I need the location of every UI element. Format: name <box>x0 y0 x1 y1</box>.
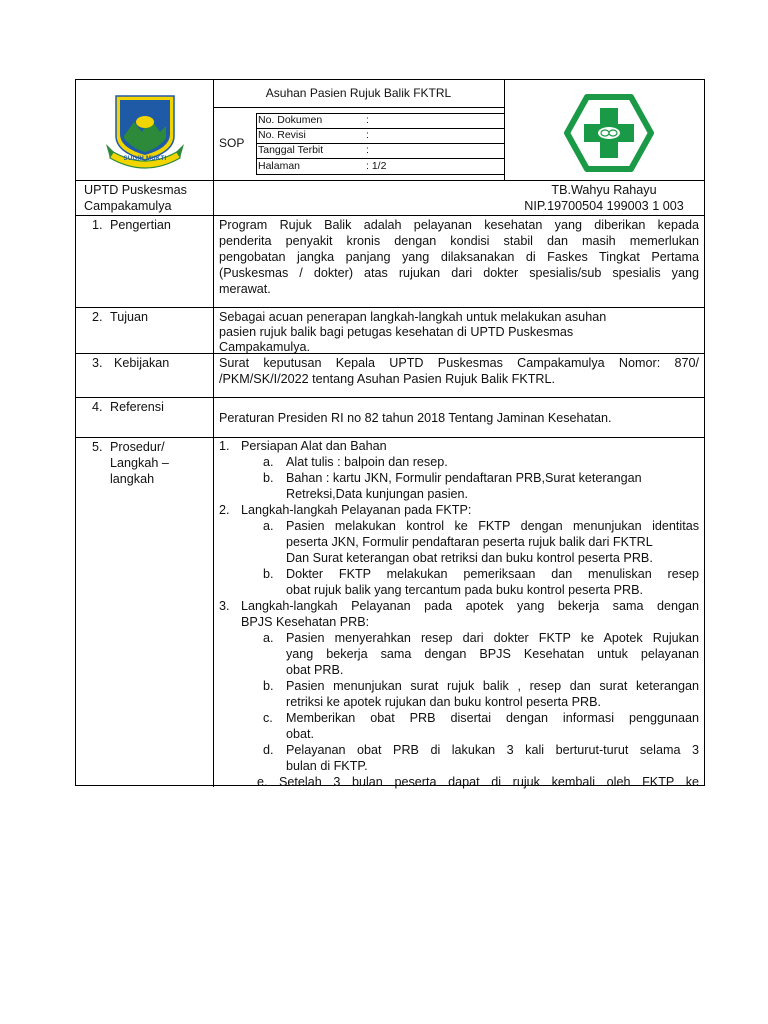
step-3a-line-1: Pasien menyerahkan resep dari dokter FKTP ke Apotek Rujukan <box>286 631 699 645</box>
crest-banner-text: SUGIH MUKTI <box>123 156 167 162</box>
step-3c-line-1: Memberikan obat PRB disertai dengan informasi penggunaan <box>286 711 699 725</box>
section-title: Pengertian <box>110 218 171 232</box>
section-label-referensi <box>92 399 164 415</box>
step-1a-marker: a. <box>263 455 274 469</box>
pengertian-line-5: merawat. <box>219 282 271 296</box>
right-logo-divider <box>504 80 505 180</box>
step-3e-line-1: Setelah 3 bulan peserta dapat di rujuk kembali oleh FKTP ke <box>279 775 699 789</box>
sop-label: SOP <box>219 136 245 150</box>
step-3e-marker: e. <box>257 775 268 789</box>
step-3c-marker: c. <box>263 711 273 725</box>
section-label-prosedur <box>92 439 165 455</box>
step-3a-line-3: obat PRB. <box>286 663 344 677</box>
signer-nip: NIP.19700504 199003 1 003 <box>524 199 684 213</box>
kebijakan-line-1: Surat keputusan Kepala UPTD Puskesmas Campakamulya Nomor: 870/ <box>219 356 699 370</box>
meta-value-halaman: : 1/2 <box>366 160 387 172</box>
left-column-divider <box>213 80 214 787</box>
section-title: Referensi <box>110 400 164 414</box>
tujuan-line-1: Sebagai acuan penerapan langkah-langkah untuk melakukan asuhan <box>219 310 607 324</box>
meta-value-no-dokumen: : <box>366 114 369 126</box>
meta-label-halaman: Halaman <box>258 160 301 172</box>
step-3d-marker: d. <box>263 743 274 757</box>
tujuan-line-3: Campakamulya. <box>219 340 310 354</box>
section-title: Kebijakan <box>114 356 170 370</box>
section-title-line-3: langkah <box>110 472 155 486</box>
step-1-number: 1. <box>219 439 230 453</box>
meta-value-tanggal-terbit: : <box>366 144 369 156</box>
org-line-1: UPTD Puskesmas <box>84 183 187 197</box>
pengertian-line-4: (Puskesmas / dokter) atas rujukan dari dokter spesialis/sub spesialis yang <box>219 266 699 280</box>
document-title: Asuhan Pasien Rujuk Balik FKTRL <box>265 86 452 100</box>
section-title: Tujuan <box>110 310 149 324</box>
signer-name: TB.Wahyu Rahayu <box>551 183 657 197</box>
referensi-text: Peraturan Presiden RI no 82 tahun 2018 Tentang Jaminan Kesehatan. <box>219 411 612 425</box>
step-2a-line-3: Dan Surat keterangan obat retriksi dan buku kontrol peserta PRB. <box>286 551 653 565</box>
step-3b-line-1: Pasien menunjukan surat rujuk balik , resep dan surat keterangan <box>286 679 699 693</box>
pengertian-line-3: pengobatan jangka panjang yang dilaksanakan di Faskes Tingkat Pertama <box>219 250 699 264</box>
section-title-line-2: Langkah – <box>110 456 169 470</box>
meta-row-line-4 <box>256 158 504 159</box>
meta-value-no-revisi: : <box>366 129 369 141</box>
meta-row-line-5 <box>256 174 504 175</box>
puskesmas-cross-icon <box>563 93 655 173</box>
step-3c-line-2: obat. <box>286 727 315 741</box>
section-label-kebijakan <box>92 355 169 371</box>
step-2b-line-2: obat rujuk balik yang tercantum pada buku kontrol peserta PRB. <box>286 583 644 597</box>
pengertian-line-1: Program Rujuk Balik adalah pelayanan kesehatan yang diberikan kepada <box>219 218 699 232</box>
tujuan-line-2: pasien rujuk balik bagi petugas kesehatan di UPTD Puskesmas <box>219 325 574 339</box>
pengertian-bottom-line <box>76 307 704 308</box>
section-number: 5. <box>92 440 103 454</box>
step-1b-marker: b. <box>263 471 274 485</box>
kebijakan-bottom-line <box>76 397 704 398</box>
step-1b-line-2: Retreksi,Data kunjungan pasien. <box>286 487 469 501</box>
section-number: 1. <box>92 218 103 232</box>
step-3d-line-1: Pelayanan obat PRB di lakukan 3 kali berturut-turut selama 3 <box>286 743 699 757</box>
step-2-title: Langkah-langkah Pelayanan pada FKTP: <box>241 503 472 517</box>
section-number: 4. <box>92 400 103 414</box>
step-1b-line-1: Bahan : kartu JKN, Formulir pendaftaran PRB,Surat keterangan <box>286 471 642 485</box>
step-3b-marker: b. <box>263 679 274 693</box>
section-number: 2. <box>92 310 103 324</box>
step-2b-marker: b. <box>263 567 274 581</box>
section-title-line-1: Prosedur/ <box>110 440 165 454</box>
kebijakan-line-2: /PKM/SK/I/2022 tentang Asuhan Pasien Rujuk Balik FKTRL. <box>219 372 556 386</box>
step-2b-line-1: Dokter FKTP melakukan pemeriksaan dan menuliskan resep <box>286 567 699 581</box>
step-2-number: 2. <box>219 503 230 517</box>
step-2a-marker: a. <box>263 519 274 533</box>
section-label-pengertian <box>92 217 171 233</box>
step-3b-line-2: retriksi ke apotek rujukan dan buku kontrol peserta PRB. <box>286 695 602 709</box>
step-3-title-line-2: BPJS Kesehatan PRB: <box>241 615 370 629</box>
regency-crest-icon <box>104 92 186 172</box>
step-3-title-line-1: Langkah-langkah Pelayanan pada apotek yang bekerja sama dengan <box>241 599 699 613</box>
meta-label-tanggal-terbit: Tanggal Terbit <box>258 144 324 156</box>
org-line-2: Campakamulya <box>84 199 172 213</box>
step-3d-line-2: bulan di FKTP. <box>286 759 368 773</box>
meta-label-no-revisi: No. Revisi <box>258 129 306 141</box>
section-label-tujuan <box>92 309 148 325</box>
meta-label-no-dokumen: No. Dokumen <box>258 114 323 126</box>
referensi-bottom-line <box>76 437 704 438</box>
pengertian-line-2: penderita penyakit kronis dengan kondisi stabil dan masih memerlukan <box>219 234 699 248</box>
step-3a-marker: a. <box>263 631 274 645</box>
header-bottom-line <box>76 180 704 181</box>
title-divider <box>213 107 504 108</box>
org-row-bottom-line <box>76 215 704 216</box>
step-3a-line-2: yang bekerja sama dengan BPJS Kesehatan untuk pelayanan <box>286 647 699 661</box>
step-1-title: Persiapan Alat dan Bahan <box>241 439 387 453</box>
section-number: 3. <box>92 356 103 370</box>
sop-document <box>75 79 705 789</box>
step-3-number: 3. <box>219 599 230 613</box>
step-2a-line-1: Pasien melakukan kontrol ke FKTP dengan menunjukan identitas <box>286 519 699 533</box>
step-2a-line-2: peserta JKN, Formulir pendaftaran peserta rujuk balik dari FKTRL <box>286 535 653 549</box>
step-1a-line-1: Alat tulis : balpoin dan resep. <box>286 455 448 469</box>
